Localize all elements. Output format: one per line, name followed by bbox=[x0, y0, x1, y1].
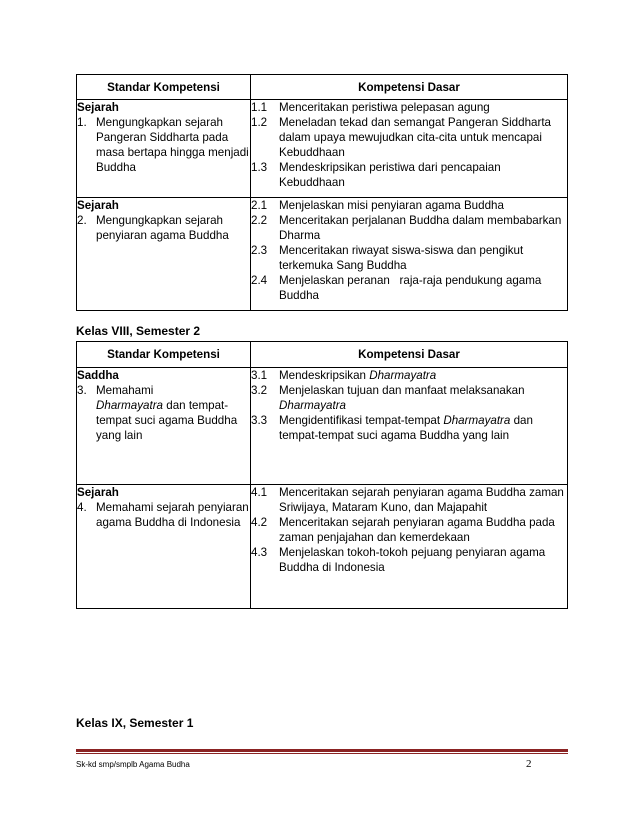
kelas-ix-heading: Kelas IX, Semester 1 bbox=[76, 716, 194, 730]
sk-text: Mengungkapkan sejarah Pangeran Siddharta pada masa bertapa hingga menjadi Buddha bbox=[96, 116, 249, 174]
kd-cell bbox=[251, 368, 568, 485]
sk-item bbox=[77, 213, 250, 243]
header-kompetensi-dasar: Kompetensi Dasar bbox=[251, 342, 568, 368]
kd-text-part: dan tempat-tempat suci agama Buddha yang lain bbox=[279, 414, 533, 442]
sk-text-part: dan tempat-tempat suci agama Buddha yang lain bbox=[96, 399, 238, 442]
header-standar-kompetensi: Standar Kompetensi bbox=[77, 75, 251, 100]
kd-text: Menceritakan perjalanan Buddha dalam membabarkan Dharma bbox=[279, 214, 562, 242]
kd-number: 1.2 bbox=[251, 116, 268, 129]
kd-text bbox=[279, 413, 567, 443]
kd-text-part: Mendeskripsikan bbox=[279, 369, 366, 382]
kd-number: 3.3 bbox=[251, 414, 268, 427]
footer-rule bbox=[76, 749, 568, 752]
sk-item bbox=[77, 115, 250, 175]
kd-item bbox=[251, 515, 567, 545]
sk-cell bbox=[77, 485, 251, 609]
sk-number: 3. bbox=[77, 384, 87, 397]
sk-number: 1. bbox=[77, 116, 87, 129]
kd-item bbox=[251, 413, 567, 443]
kd-text: Mendeskripsikan peristiwa dari pencapaian Kebuddhaan bbox=[279, 161, 501, 189]
sk-number: 4. bbox=[77, 501, 87, 514]
sk-item bbox=[77, 500, 250, 530]
sk-cell bbox=[77, 198, 251, 311]
sk-text-italic: Dharmayatra bbox=[96, 399, 164, 412]
subject-label: Sejarah bbox=[77, 486, 119, 499]
kd-number: 3.1 bbox=[251, 369, 268, 382]
table-header-row bbox=[77, 342, 568, 368]
kd-text-italic: Dharmayatra bbox=[369, 369, 437, 382]
kd-item bbox=[251, 545, 567, 575]
kd-number: 4.2 bbox=[251, 516, 268, 529]
page-number: 2 bbox=[526, 758, 532, 770]
kd-text bbox=[279, 383, 567, 413]
kd-number: 2.4 bbox=[251, 274, 268, 287]
subject-label: Sejarah bbox=[77, 199, 119, 212]
sk-cell bbox=[77, 368, 251, 485]
kd-text: Meneladan tekad dan semangat Pangeran Siddharta dalam upaya mewujudkan cita-cita untuk mencapai Kebuddhaan bbox=[279, 116, 552, 159]
kd-cell bbox=[251, 100, 568, 198]
kd-number: 2.3 bbox=[251, 244, 268, 257]
competency-table-2 bbox=[76, 341, 568, 609]
kd-text: Menjelaskan tokoh-tokoh pejuang penyiaran agama Buddha di Indonesia bbox=[279, 546, 546, 574]
header-standar-kompetensi: Standar Kompetensi bbox=[77, 342, 251, 368]
kd-number: 4.3 bbox=[251, 546, 268, 559]
header-kompetensi-dasar: Kompetensi Dasar bbox=[251, 75, 568, 100]
kd-item bbox=[251, 100, 567, 115]
sk-item bbox=[77, 383, 250, 443]
kd-text-italic: Dharmayatra bbox=[279, 399, 347, 412]
kd-number: 3.2 bbox=[251, 384, 268, 397]
kd-number: 4.1 bbox=[251, 486, 268, 499]
kd-text-italic: Dharmayatra bbox=[443, 414, 511, 427]
kd-text: Menjelaskan misi penyiaran agama Buddha bbox=[279, 199, 504, 212]
subject-label: Sejarah bbox=[77, 101, 119, 114]
sk-text: Mengungkapkan sejarah penyiaran agama Buddha bbox=[96, 214, 229, 242]
table-row bbox=[77, 368, 568, 485]
kd-cell bbox=[251, 485, 568, 609]
sk-text bbox=[90, 383, 250, 443]
kd-number: 1.3 bbox=[251, 161, 268, 174]
kd-item bbox=[251, 198, 567, 213]
kd-text: Menceritakan riwayat siswa-siswa dan pengikut terkemuka Sang Buddha bbox=[279, 244, 524, 272]
kd-text: Menceritakan sejarah penyiaran agama Buddha pada zaman penjajahan dan kemerdekaan bbox=[279, 516, 555, 544]
table-row bbox=[77, 485, 568, 609]
kd-item bbox=[251, 368, 567, 383]
kd-cell bbox=[251, 198, 568, 311]
kd-item bbox=[251, 273, 567, 303]
kd-number: 1.1 bbox=[251, 101, 268, 114]
kd-text: Menceritakan sejarah penyiaran agama Buddha zaman Sriwijaya, Mataram Kuno, dan Majapahit bbox=[279, 486, 564, 514]
sk-number: 2. bbox=[77, 214, 87, 227]
kd-item bbox=[251, 160, 567, 190]
kd-item bbox=[251, 213, 567, 243]
subject-label: Saddha bbox=[77, 369, 119, 382]
table-row bbox=[77, 198, 568, 311]
table-row bbox=[77, 100, 568, 198]
sk-text-part: Memahami bbox=[96, 384, 154, 397]
kd-item bbox=[251, 243, 567, 273]
kelas-viii-heading: Kelas VIII, Semester 2 bbox=[76, 324, 201, 338]
footer-document-label: Sk-kd smp/smplb Agama Budha bbox=[76, 760, 190, 769]
kd-text bbox=[279, 368, 567, 383]
kd-item bbox=[251, 485, 567, 515]
competency-table-1 bbox=[76, 74, 568, 311]
kd-item bbox=[251, 115, 567, 160]
kd-text-part: Menjelaskan tujuan dan manfaat melaksanakan bbox=[279, 384, 525, 397]
sk-cell bbox=[77, 100, 251, 198]
sk-text: Memahami sejarah penyiaran agama Buddha di Indonesia bbox=[96, 501, 249, 529]
footer-rule-thin bbox=[76, 753, 568, 754]
kd-number: 2.1 bbox=[251, 199, 268, 212]
kd-text: Menceritakan peristiwa pelepasan agung bbox=[279, 101, 490, 114]
kd-text: Menjelaskan peranan raja-raja pendukung agama Buddha bbox=[279, 274, 545, 302]
kd-text-part: Mengidentifikasi tempat-tempat bbox=[279, 414, 441, 427]
table-header-row bbox=[77, 75, 568, 100]
kd-number: 2.2 bbox=[251, 214, 268, 227]
kd-item bbox=[251, 383, 567, 413]
